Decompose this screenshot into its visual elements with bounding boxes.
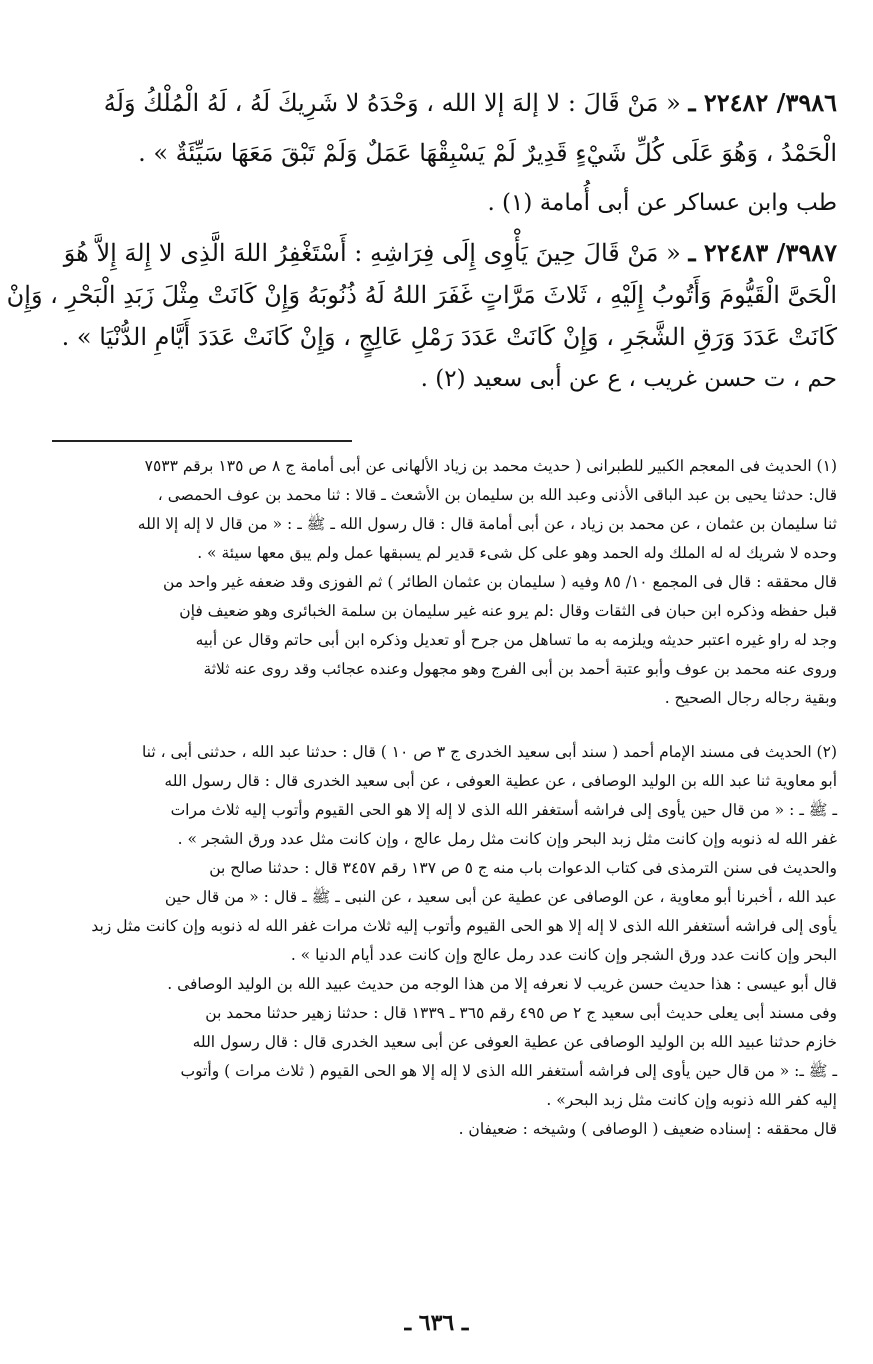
- footnote-line: يأوى إلى فراشه أستغفر الله الذى لا إله إلا هو الحى القيوم وأتوب إليه ثلاث مرات غفر الله له ذنوبه وإن كانت مثل زبد: [91, 917, 837, 935]
- footnote-line: وبقية رجاله رجال الصحيح .: [664, 689, 837, 707]
- footnote-line: البحر وإن كانت عدد ورق الشجر وإن كانت عدد رمل عالج وإن كانت عدد أيام الدنيا » .: [290, 946, 837, 964]
- footnote-line: ـ ﷺ ـ : « من قال حين يأوى إلى فراشه أستغفر الله الذى لا إله إلا هو الحى القيوم وأتوب إليه ثلاث مرات: [170, 801, 837, 819]
- hadith-line: الْحَمْدُ ، وَهُوَ عَلَى كُلِّ شَيْءٍ قَدِيرٌ لَمْ يَسْبِقْهَا عَمَلٌ وَلَمْ تَبْقَ مَعَهَا سَيِّئَةٌ » .: [138, 139, 837, 167]
- footnote-line: قال: حدثنا يحيى بن عبد الباقى الأذنى وعبد الله بن سليمان بن الأشعث ـ قالا : ثنا محمد بن عوف الحمصى ،: [157, 486, 837, 504]
- hadith-line: الْحَىَّ الْقَيُّومَ وَأَتُوبُ إِلَيْهِ ، ثَلاثَ مَرَّاتٍ غَفَرَ اللهُ لَهُ ذُنُوبَهُ وَإِنْ كَانَتْ مِثْلَ زَبَدِ الْبَحْرِ ، وَإِنْ: [6, 281, 837, 309]
- footnote-line: أبو معاوية ثنا عبد الله بن الوليد الوصافى ، عن عطية العوفى ، عن أبى سعيد الخدرى قال : قال رسول الله: [164, 772, 837, 790]
- footnote-line: إليه كفر الله ذنوبه وإن كانت مثل زبد البحر» .: [546, 1091, 837, 1109]
- footnote-line: قال محققه : قال فى المجمع ١٠/ ٨٥ وفيه ( سليمان بن عثمان الطائر ) ثم الفوزى وقد ضعفه غير واحد من: [162, 573, 837, 591]
- footnote-line: (٢) الحديث فى مسند الإمام أحمد ( سند أبى سعيد الخدرى ج ٣ ص ١٠ ) قال : حدثنا عبد الله ، حدثنى أبى ، ثنا: [141, 743, 837, 761]
- footnote-line: ثنا سليمان بن عثمان ، عن محمد بن زياد ، عن أبى أمامة قال : قال رسول الله ـ ﷺ ـ : « من قال لا إله إلا الله: [137, 515, 837, 533]
- hadith-text: « مَنْ قَالَ : لا إلهَ إلا الله ، وَحْدَهُ لا شَرِيكَ لَهُ ، لَهُ الْمُلْكُ وَلَهُ: [103, 89, 681, 117]
- footnote-line: وجد له راو غيره اعتبر حديثه ويلزمه به ما تساهل من جرح أو تعديل وذكره ابن أبى حاتم وقال عن أبيه: [195, 631, 837, 649]
- footnote-line: عبد الله ، أخبرنا أبو معاوية ، عن الوصافى عن عطية عن أبى سعيد ، عن النبى ـ ﷺ ـ قال : « من قال حين: [164, 888, 837, 906]
- footnote-line: قال أبو عيسى : هذا حديث حسن غريب لا نعرفه إلا من هذا الوجه من حديث عبيد الله بن الوليد الوصافى .: [167, 975, 837, 993]
- footnote-line: وحده لا شريك له له الملك وله الحمد وهو على كل شىء قدير لم يسبقها عمل ولم يبق معها سيئة » .: [197, 544, 837, 562]
- footnote-line: غفر الله له ذنوبه وإن كانت مثل زبد البحر وإن كانت مثل رمل عالج ، وإن كانت مثل عدد ورق الشجر » .: [177, 830, 837, 848]
- hadith-number: ٣٩٨٦/ ٢٢٤٨٢ ـ: [688, 88, 837, 117]
- hadith-line: [36, 232, 837, 274]
- hadith-3986: [36, 78, 837, 228]
- hadith-source: طب وابن عساكر عن أبى أُمامة (١) .: [487, 190, 837, 216]
- hadith-3987: [6, 232, 837, 400]
- footnote-line: والحديث فى سنن الترمذى فى كتاب الدعوات باب منه ج ٥ ص ١٣٧ رقم ٣٤٥٧ قال : حدثنا صالح بن: [209, 859, 837, 877]
- hadith-source: حم ، ت حسن غريب ، ع عن أبى سعيد (٢) .: [420, 366, 837, 392]
- footnote-line: خازم حدثنا عبيد الله بن الوليد الوصافى عن عطية العوفى عن أبى سعيد الخدرى قال : قال رسول الله: [192, 1033, 837, 1051]
- footnote-line: قبل حفظه وذكره ابن حبان فى الثقات وقال :لم يرو عنه غير سليمان بن سلمة الخبائرى وهو ضعيف فإن: [179, 602, 837, 620]
- footnote-line: وفى مسند أبى يعلى حديث أبى سعيد ج ٢ ص ٤٩٥ رقم ٣٦٥ ـ ١٣٣٩ قال : حدثنا زهير حدثنا محمد بن: [205, 1004, 837, 1022]
- hadith-text: « مَنْ قَالَ حِينَ يَأْوِى إِلَى فِرَاشِهِ : أَسْتَغْفِرُ اللهَ الَّذِى لا إِلهَ إِلاَّ هُوَ: [63, 239, 681, 267]
- footnote-1: [44, 452, 837, 713]
- hadith-line: [36, 78, 837, 128]
- footnote-2: [44, 738, 837, 1144]
- footnote-line: وروى عنه محمد بن عوف وأبو عتبة أحمد بن أبى الفرج وهو مجهول وعنده عجائب وقد روى عنه ثلاثة: [203, 660, 837, 678]
- footnote-line: قال محققه : إسناده ضعيف ( الوصافى ) وشيخه : ضعيفان .: [458, 1120, 837, 1138]
- footnote-separator: [52, 440, 352, 442]
- hadith-number: ٣٩٨٧/ ٢٢٤٨٣ ـ: [688, 238, 837, 267]
- hadith-line: كَانَتْ عَدَدَ وَرَقِ الشَّجَرِ ، وَإِنْ كَانَتْ عَدَدَ رَمْلِ عَالِجٍ ، وَإِنْ كَانَتْ عَدَدَ أَيَّامِ الدُّنْيَا » .: [61, 323, 837, 351]
- footnote-line: (١) الحديث فى المعجم الكبير للطبرانى ( حديث محمد بن زياد الألهانى عن أبى أمامة ج ٨ ص ١٣٥ برقم ٧٥٣٣: [144, 457, 837, 475]
- footnote-line: ـ ﷺ ـ: « من قال حين يأوى إلى فراشه أستغفر الله الذى لا إله إلا هو الحى القيوم ( ثلاث مرات ) وأتوب: [180, 1062, 837, 1080]
- page-number: ـ ٦٣٦ ـ: [404, 1310, 469, 1336]
